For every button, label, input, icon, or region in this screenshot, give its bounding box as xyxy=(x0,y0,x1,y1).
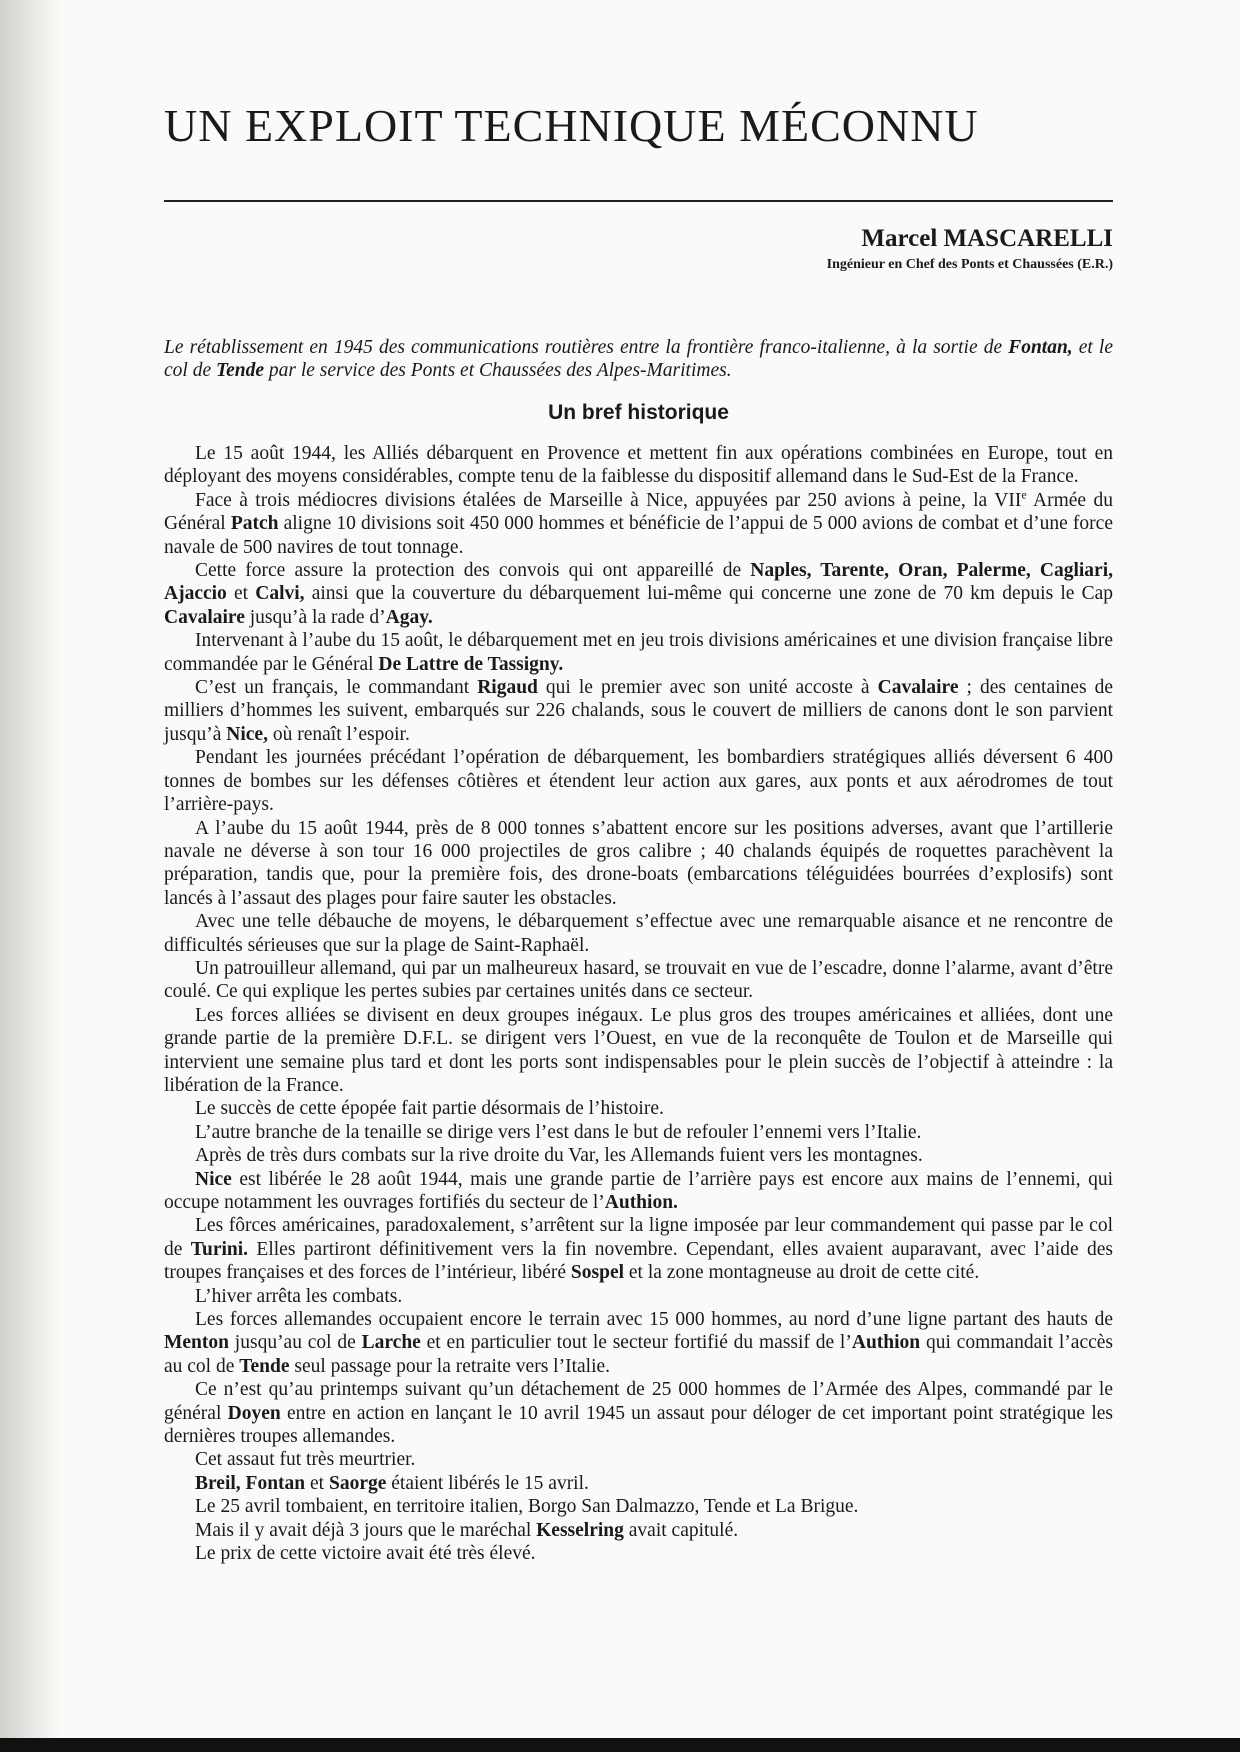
body-paragraph xyxy=(164,1519,1113,1542)
bold-text-run: Nice, xyxy=(226,723,268,745)
text-run: Intervenant à l’aube du 15 août, le débarquement met en jeu trois divisions américaines et une division française libre commandée par le Général xyxy=(164,630,1113,675)
bold-text-run: Cavalaire xyxy=(877,677,959,699)
text-run: Le 25 avril tombaient, en territoire italien, Borgo San Dalmazzo, Tende et La Brigue. xyxy=(195,1496,859,1518)
bold-text-run: Nice xyxy=(195,1168,232,1190)
text-run: aligne 10 divisions soit 450 000 hommes et bénéficie de l’appui de 5 000 avions de combat et d’une force navale de 500 navires de tout tonnage. xyxy=(164,513,1113,558)
bold-text-run: Naples, Tarente, Oran, Palerme, Cagliari, Ajaccio xyxy=(164,560,1113,605)
text-run: Cette force assure la protection des convois qui ont appareillé de xyxy=(195,560,751,582)
text-run: Le 15 août 1944, les Alliés débarquent en Provence et mettent fin aux opérations combinées en Europe, tout en déployant des moyens considérables, compte tenu de la faiblesse du dispositif allemand dans le Sud-Est de la France. xyxy=(164,443,1113,488)
text-run: étaient libérés le 15 avril. xyxy=(386,1472,589,1494)
body-paragraph xyxy=(164,1495,1113,1518)
text-run: qui le premier avec son unité accoste à xyxy=(537,677,878,699)
bold-text-run: Agay. xyxy=(385,606,433,628)
text-run: jusqu’au col de xyxy=(229,1332,362,1354)
body-paragraph xyxy=(164,1168,1113,1215)
text-run: Avec une telle débauche de moyens, le débarquement s’effectue avec une remarquable aisance et ne rencontre de difficultés sérieuses que sur la plage de Saint-Raphaël. xyxy=(164,911,1113,956)
bold-text-run: Sospel xyxy=(570,1262,625,1284)
text-run: où renaît l’espoir. xyxy=(267,723,410,745)
text-run: Les forces allemandes occupaient encore le terrain avec 15 000 hommes, au nord d’une ligne partant des hauts de xyxy=(195,1309,1113,1331)
section-title: Un bref historique xyxy=(548,401,729,424)
body-paragraph xyxy=(164,1097,1113,1120)
text-run: A l’aube du 15 août 1944, près de 8 000 tonnes s’abattent encore sur les positions adverses, avant que l’artillerie navale ne déverse à son tour 16 000 projectiles de gros calibre ; 40 chalands équipés de roquettes parachèvent la préparation, tandis que, pour la première fois, des drone-boats (embarcations téléguidées bourrées d’explosifs) sont lancés à l’assaut des plages pour faire sauter les obstacles. xyxy=(164,817,1113,909)
body-paragraph xyxy=(164,1004,1113,1098)
body-paragraph xyxy=(164,629,1113,676)
text-run: et en particulier tout le secteur fortifié du massif de l’ xyxy=(420,1332,852,1354)
text-run: et xyxy=(305,1472,329,1494)
intro-paragraph xyxy=(164,336,1113,382)
bold-text-run: Authion xyxy=(851,1332,921,1354)
body-paragraph xyxy=(164,957,1113,1004)
text-run: Mais il y avait déjà 3 jours que le maréchal xyxy=(195,1519,537,1541)
text-run: Elles partiront définitivement vers la fin novembre. Cependant, elles avaient auparavant, avec l’aide des troupes françaises et des forces de l’intérieur, libéré xyxy=(164,1238,1113,1284)
text-run: Le rétablissement en 1945 des communications routières entre la frontière franco-italienne, à la sortie de xyxy=(164,337,1009,358)
text-run: jusqu’à la rade d’ xyxy=(244,606,386,628)
text-run: Pendant les journées précédant l’opération de débarquement, les bombardiers stratégiques alliés déversent 6 400 tonnes de bombes sur les défenses côtières et étendent leur action aux gares, aux ponts et aux aérodromes de tout l’arrière-pays. xyxy=(164,747,1113,816)
author-role: Ingénieur en Chef des Ponts et Chaussées (E.R.) xyxy=(826,257,1113,272)
text-run: C’est un français, le commandant xyxy=(195,677,478,699)
text-run: ainsi que la couverture du débarquement lui-même qui concerne une zone de 70 km depuis le Cap xyxy=(304,583,1113,605)
body-paragraph xyxy=(164,746,1113,816)
text-run: Le succès de cette épopée fait partie désormais de l’histoire. xyxy=(195,1098,664,1120)
bold-text-run: Cavalaire xyxy=(164,606,245,628)
document-page xyxy=(164,96,1113,1566)
text-run: Armée du Général xyxy=(164,489,1113,535)
body-paragraph xyxy=(164,1378,1113,1448)
bold-text-run: Saorge xyxy=(328,1472,387,1494)
bold-text-run: Breil, Fontan xyxy=(195,1472,306,1494)
bold-text-run: Menton xyxy=(164,1332,229,1354)
text-run: Face à trois médiocres divisions étalées de Marseille à Nice, appuyées par 250 avions à peine, la VII xyxy=(195,489,1022,511)
author-block xyxy=(164,224,1113,274)
text-run: Les fôrces américaines, paradoxalement, s’arrêtent sur la ligne imposée par leur commandement qui passe par le col de xyxy=(164,1215,1113,1260)
bold-text-run: Doyen xyxy=(227,1402,281,1424)
bold-text-run: Tende xyxy=(215,360,265,381)
text-run: avait capitulé. xyxy=(623,1519,739,1541)
body-paragraph xyxy=(164,1472,1113,1495)
body-paragraph xyxy=(164,676,1113,746)
body-paragraph xyxy=(164,1308,1113,1378)
body-paragraph xyxy=(164,559,1113,629)
text-run: qui commandait l’accès au col de xyxy=(164,1332,1113,1377)
text-run: Un patrouilleur allemand, qui par un malheureux hasard, se trouvait en vue de l’escadre, donne l’alarme, avant d’être coulé. Ce qui explique les pertes subies par certaines unités dans ce secteur. xyxy=(164,957,1113,1003)
body-paragraph xyxy=(164,1144,1113,1167)
author-name: Marcel MASCARELLI xyxy=(861,225,1113,252)
bold-text-run: Calvi, xyxy=(255,583,305,605)
bold-text-run: Rigaud xyxy=(477,677,538,699)
page-binding-shadow xyxy=(0,0,60,1752)
body-paragraph xyxy=(164,1285,1113,1308)
body-paragraph xyxy=(164,1448,1113,1471)
scan-bottom-edge xyxy=(0,1738,1240,1752)
bold-text-run: Tende xyxy=(239,1355,290,1377)
text-run: Le prix de cette victoire avait été très élevé. xyxy=(195,1543,536,1565)
body-paragraph xyxy=(164,1214,1113,1284)
text-run: L’hiver arrêta les combats. xyxy=(195,1285,403,1307)
text-run: et la zone montagneuse au droit de cette cité. xyxy=(624,1262,980,1284)
article-body xyxy=(164,442,1113,1566)
text-run: ; des centaines de milliers d’hommes les suivent, embarqués sur 226 chalands, sous le couvert de milliers de canons dont le son parvient jusqu’à xyxy=(164,677,1113,745)
text-run: L’autre branche de la tenaille se dirige vers l’est dans le but de refouler l’ennemi vers l’Italie. xyxy=(195,1121,922,1143)
body-paragraph xyxy=(164,1121,1113,1144)
body-paragraph xyxy=(164,442,1113,489)
body-paragraph xyxy=(164,910,1113,957)
text-run: Cet assaut fut très meurtrier. xyxy=(195,1449,416,1471)
body-paragraph xyxy=(164,489,1113,559)
text-run: entre en action en lançant le 10 avril 1945 un assaut pour déloger de cet important point stratégique les dernières troupes allemandes. xyxy=(164,1402,1113,1448)
text-run: et xyxy=(226,583,256,605)
bold-text-run: Patch xyxy=(230,513,279,535)
text-run: Après de très durs combats sur la rive droite du Var, les Allemands fuient vers les montagnes. xyxy=(195,1145,923,1167)
text-run: et le col de xyxy=(164,337,1113,381)
text-run: seul passage pour la retraite vers l’Italie. xyxy=(289,1355,611,1377)
body-paragraph xyxy=(164,1542,1113,1565)
title-rule xyxy=(164,200,1113,202)
superscript-run: e xyxy=(1021,487,1027,502)
text-run: est libérée le 28 août 1944, mais une grande partie de l’arrière pays est encore aux mains de l’ennemi, qui occupe notamment les ouvrages fortifiés du secteur de l’ xyxy=(164,1168,1113,1213)
text-run: Ce n’est qu’au printemps suivant qu’un détachement de 25 000 hommes de l’Armée des Alpes, commandé par le général xyxy=(164,1379,1113,1424)
body-paragraph xyxy=(164,817,1113,911)
bold-text-run: Larche xyxy=(361,1332,421,1354)
text-run: par le service des Ponts et Chaussées des Alpes-Maritimes. xyxy=(264,360,732,381)
bold-text-run: Kesselring xyxy=(536,1519,624,1541)
bold-text-run: De Lattre de Tassigny. xyxy=(378,653,564,675)
bold-text-run: Turini. xyxy=(190,1238,249,1260)
text-run: Les forces alliées se divisent en deux groupes inégaux. Le plus gros des troupes américaines et alliées, dont une grande partie de la première D.F.L. se dirigent vers l’Ouest, en vue de la reconquête de Toulon et de Marseille qui intervient une semaine plus tard et dont les ports sont indispensables pour le plein succès de l’objectif à atteindre : la libération de la France. xyxy=(164,1004,1113,1096)
article-title: UN EXPLOIT TECHNIQUE MÉCONNU xyxy=(164,100,979,151)
bold-text-run: Authion. xyxy=(604,1192,678,1213)
bold-text-run: Fontan, xyxy=(1008,337,1073,358)
